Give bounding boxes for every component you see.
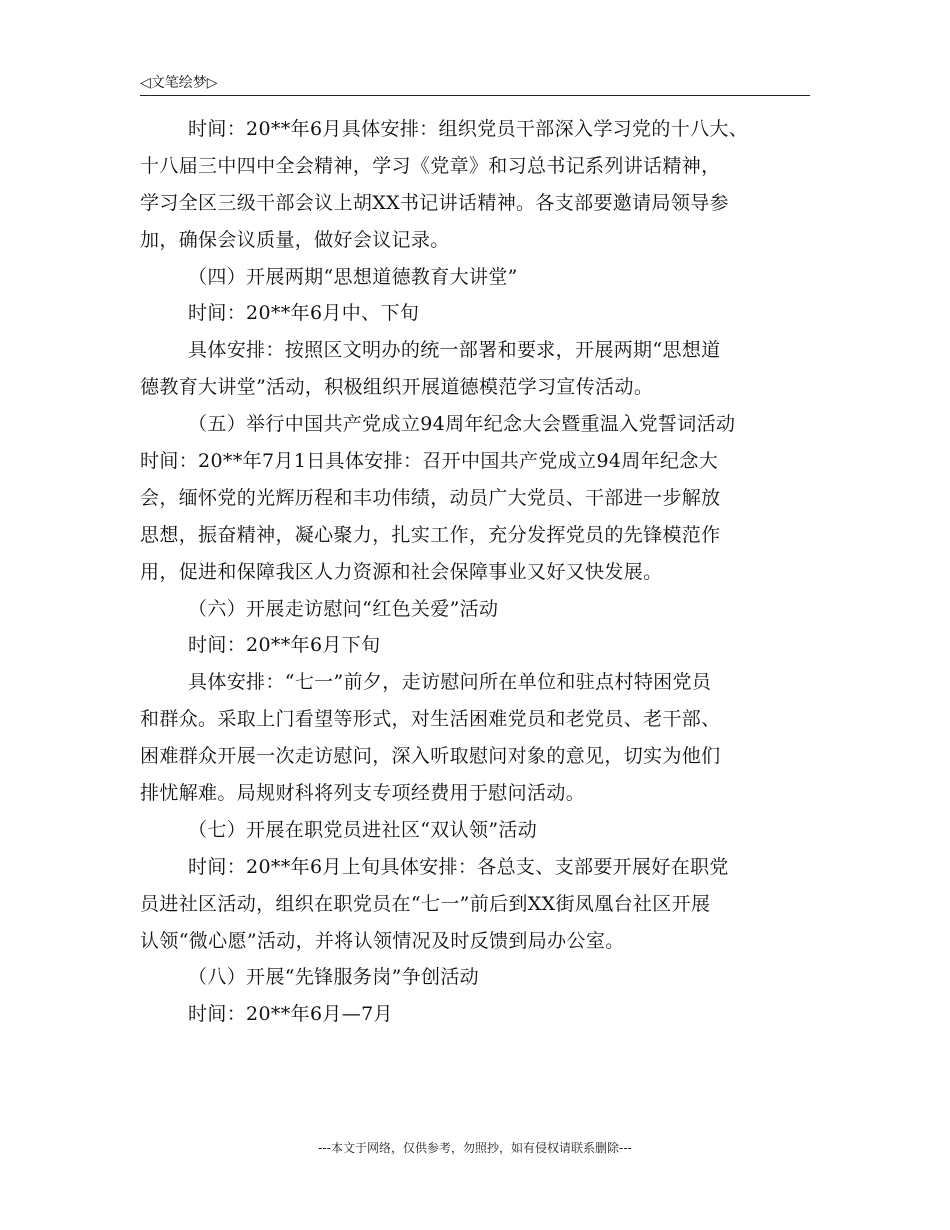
text-line: （四）开展两期“思想道德教育大讲堂” [188, 265, 518, 288]
text-line: 德教育大讲堂”活动，积极组织开展道德模范学习宣传活动。 [140, 376, 654, 399]
text-line: 会，缅怀党的光辉历程和丰功伟绩，动员广大党员、干部进一步解放 [140, 486, 721, 509]
text-line: 用，促进和保障我区人力资源和社会保障事业又好又快发展。 [140, 560, 663, 583]
text-line: 思想，振奋精神，凝心聚力，扎实工作，充分发挥党员的先锋模范作 [140, 523, 721, 546]
text-line: 十八届三中四中全会精神，学习《党章》和习总书记系列讲话精神， [140, 154, 721, 177]
text-line: 具体安排：按照区文明办的统一部署和要求，开展两期“思想道 [188, 339, 721, 362]
text-line: （五）举行中国共产党成立94周年纪念大会暨重温入党誓词活动 [188, 413, 736, 436]
text-line: 认领“微心愿”活动，并将认领情况及时反馈到局办公室。 [140, 929, 625, 952]
text-line: （六）开展走访慰问“红色关爱”活动 [188, 597, 499, 620]
text-line: 时间：20**年6月下旬 [188, 634, 381, 657]
text-line: 员进社区活动，组织在职党员在“七一”前后到XX街凤凰台社区开展 [140, 892, 711, 915]
text-line: 排忧解难。局规财科将列支专项经费用于慰问活动。 [140, 782, 586, 805]
text-line: 困难群众开展一次走访慰问，深入听取慰问对象的意见，切实为他们 [140, 745, 721, 768]
footer-disclaimer: ---本文于网络，仅供参考，勿照抄，如有侵权请联系删除--- [318, 1141, 632, 1155]
text-line: 时间：20**年6月—7月 [188, 1003, 393, 1026]
page-header [140, 73, 810, 96]
document-body [140, 111, 806, 1033]
text-line: 时间：20**年6月中、下旬 [188, 302, 420, 325]
header-label: ◁文笔绘梦▷ [140, 75, 218, 91]
text-line: 和群众。采取上门看望等形式，对生活困难党员和老党员、老干部、 [140, 708, 721, 731]
text-line: （八）开展“先锋服务岗”争创活动 [188, 966, 480, 989]
text-line: 时间：20**年7月1日具体安排：召开中国共产党成立94周年纪念大 [140, 450, 719, 473]
text-line: 时间：20**年6月具体安排：组织党员干部深入学习党的十八大、 [188, 118, 749, 140]
text-line: 加，确保会议质量，做好会议记录。 [140, 228, 450, 251]
text-line: 学习全区三级干部会议上胡XX书记讲话精神。各支部要邀请局领导参 [140, 191, 729, 214]
text-line: 时间：20**年6月上旬具体安排：各总支、支部要开展好在职党 [188, 855, 729, 878]
text-line: 具体安排：“七一”前夕，走访慰问所在单位和驻点村特困党员 [188, 671, 712, 694]
text-line: （七）开展在职党员进社区“双认领”活动 [188, 818, 538, 841]
